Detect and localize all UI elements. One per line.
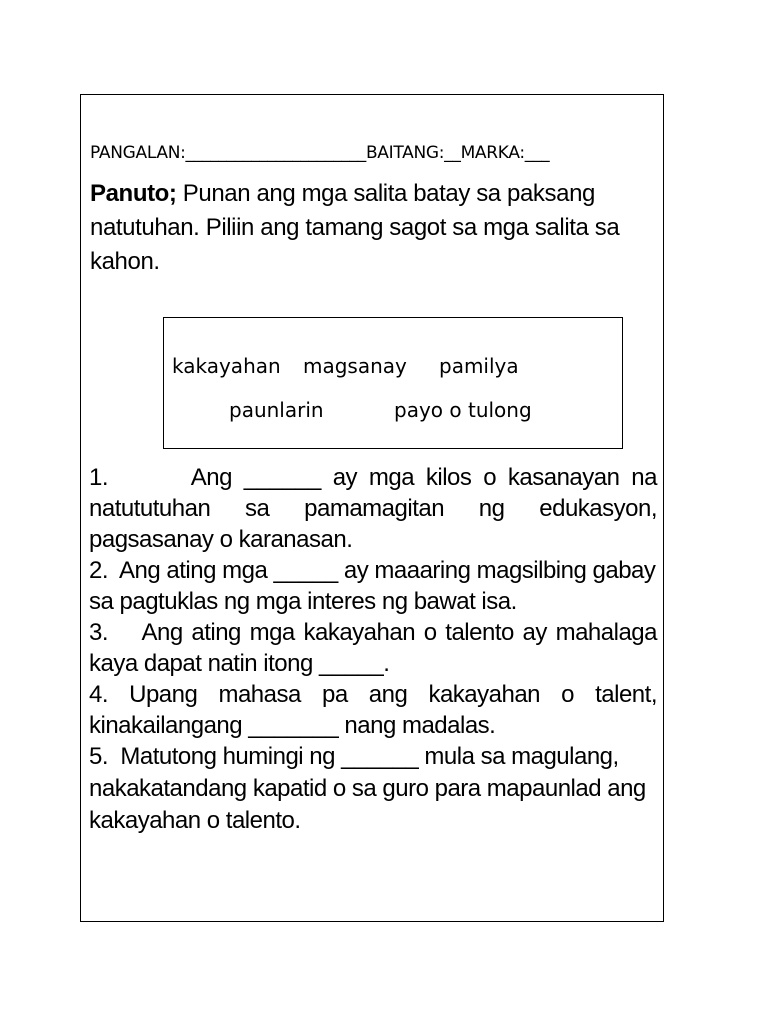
student-info-line: PANGALAN:______________________BAITANG:__MARKA:___ xyxy=(90,143,550,163)
question-item-4: 4. Upang mahasa pa ang kakayahan o talent, kinakailangang _______ nang madalas. xyxy=(89,681,657,739)
question-item-3: 3. Ang ating mga kakayahan o talento ay mahalaga kaya dapat natin itong _____. xyxy=(89,619,657,677)
question-item-1: 1. Ang ______ ay mga kilos o kasanayan na natututuhan sa pamamagitan ng edukasyon, pagsasanay o karanasan. xyxy=(89,464,657,553)
word-bank-item: payo o tulong xyxy=(394,398,532,422)
word-bank-item: magsanay xyxy=(303,354,407,378)
question-item-5: 5. Matutong humingi ng ______ mula sa magulang, nakakatandang kapatid o sa guro para mapaunlad ang kakayahan o talento. xyxy=(89,743,646,834)
instruction-text: Punan ang mga salita batay sa paksang natutuhan. Piliin ang tamang sagot sa mga salita sa kahon. xyxy=(90,180,620,275)
question-list xyxy=(89,462,657,837)
word-bank-item: pamilya xyxy=(439,354,519,378)
instruction-label: Panuto; xyxy=(90,180,177,207)
word-bank-box xyxy=(163,317,623,449)
worksheet-page xyxy=(80,94,664,922)
word-bank-item: kakayahan xyxy=(172,354,281,378)
question-item-2: 2. Ang ating mga _____ ay maaaring magsilbing gabay sa pagtuklas ng mga interes ng bawat isa. xyxy=(89,557,656,615)
word-bank-item: paunlarin xyxy=(229,398,324,422)
instruction-paragraph xyxy=(90,177,650,279)
